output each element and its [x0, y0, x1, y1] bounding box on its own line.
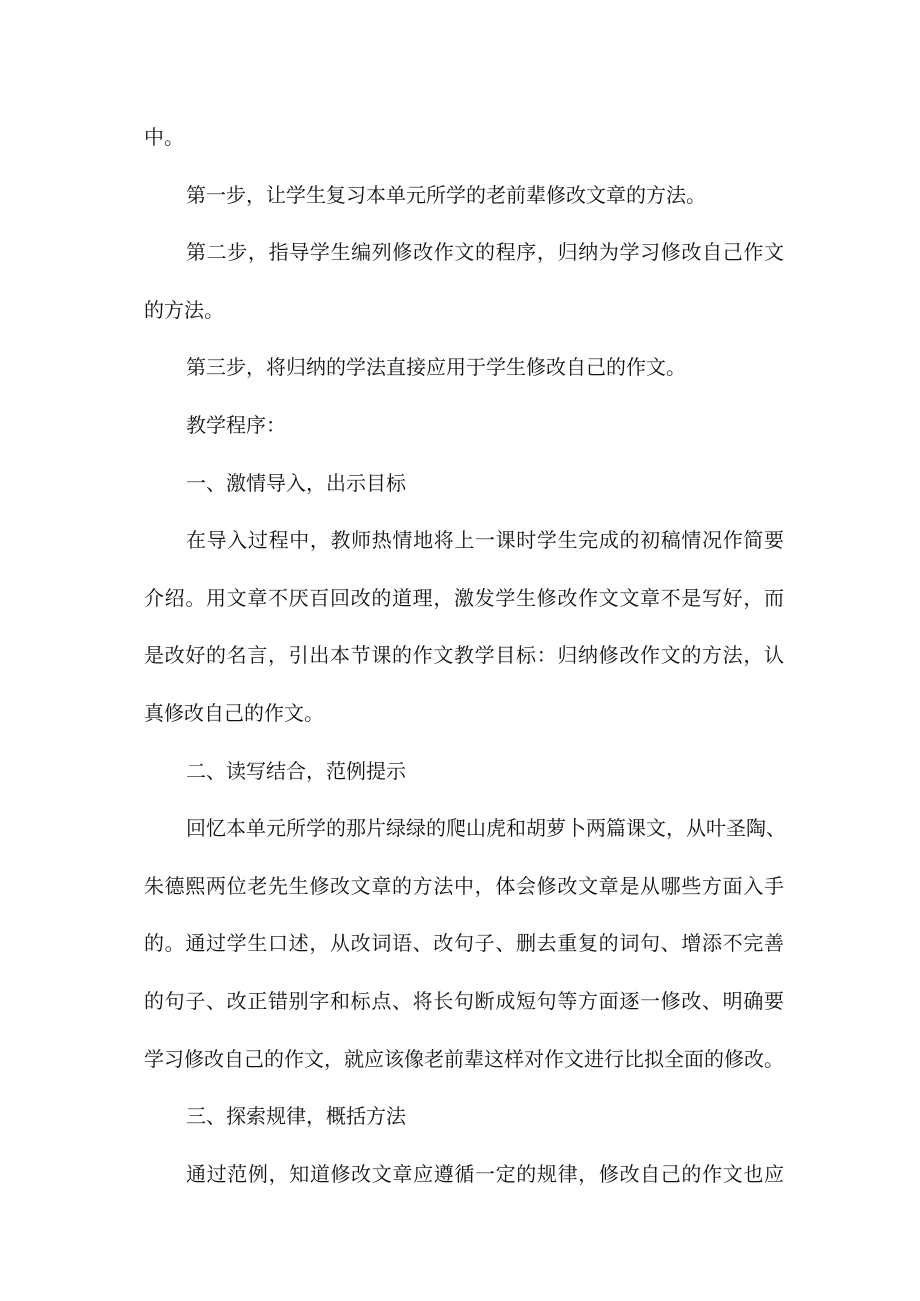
text-line-4: 的方法。: [144, 297, 224, 322]
text-line-11: 真修改自己的作文。: [144, 700, 324, 725]
text-line-10: 是改好的名言，引出本节课的作文教学目标：归纳修改作文的方法，认: [144, 643, 784, 668]
text-line-14: 朱德熙两位老先生修改文章的方法中，体会修改文章是从哪些方面入手: [144, 873, 784, 898]
text-line-19: 通过范例，知道修改文章应遵循一定的规律，修改自己的作文也应: [186, 1161, 784, 1186]
text-line-3: 第二步，指导学生编列修改作文的程序，归纳为学习修改自己作文: [186, 240, 784, 265]
text-line-5: 第三步，将归纳的学法直接应用于学生修改自己的作文。: [186, 355, 686, 380]
section-heading-2: 二、读写结合，范例提示: [186, 758, 406, 783]
text-line-13: 回忆本单元所学的那片绿绿的爬山虎和胡萝卜两篇课文，从叶圣陶、: [186, 816, 786, 841]
section-label-teaching-procedure: 教学程序：: [186, 412, 286, 437]
text-line-8: 在导入过程中，教师热情地将上一课时学生完成的初稿情况作简要: [186, 528, 784, 553]
text-line-16: 的句子、改正错别字和标点、将长句断成短句等方面逐一修改、明确要: [144, 988, 784, 1013]
document-body: [144, 115, 784, 1209]
text-line-17: 学习修改自己的作文，就应该像老前辈这样对作文进行比拟全面的修改。: [144, 1046, 784, 1071]
text-line-1: 中。: [144, 125, 184, 149]
text-line-15: 的。通过学生口述，从改词语、改句子、删去重复的词句、增添不完善: [144, 931, 784, 956]
text-line-2: 第一步，让学生复习本单元所学的老前辈修改文章的方法。: [186, 182, 706, 207]
section-heading-3: 三、探索规律，概括方法: [186, 1104, 406, 1129]
text-line-9: 介绍。用文章不厌百回改的道理，激发学生修改作文文章不是写好，而: [144, 585, 784, 610]
section-heading-1: 一、激情导入，出示目标: [186, 470, 406, 495]
